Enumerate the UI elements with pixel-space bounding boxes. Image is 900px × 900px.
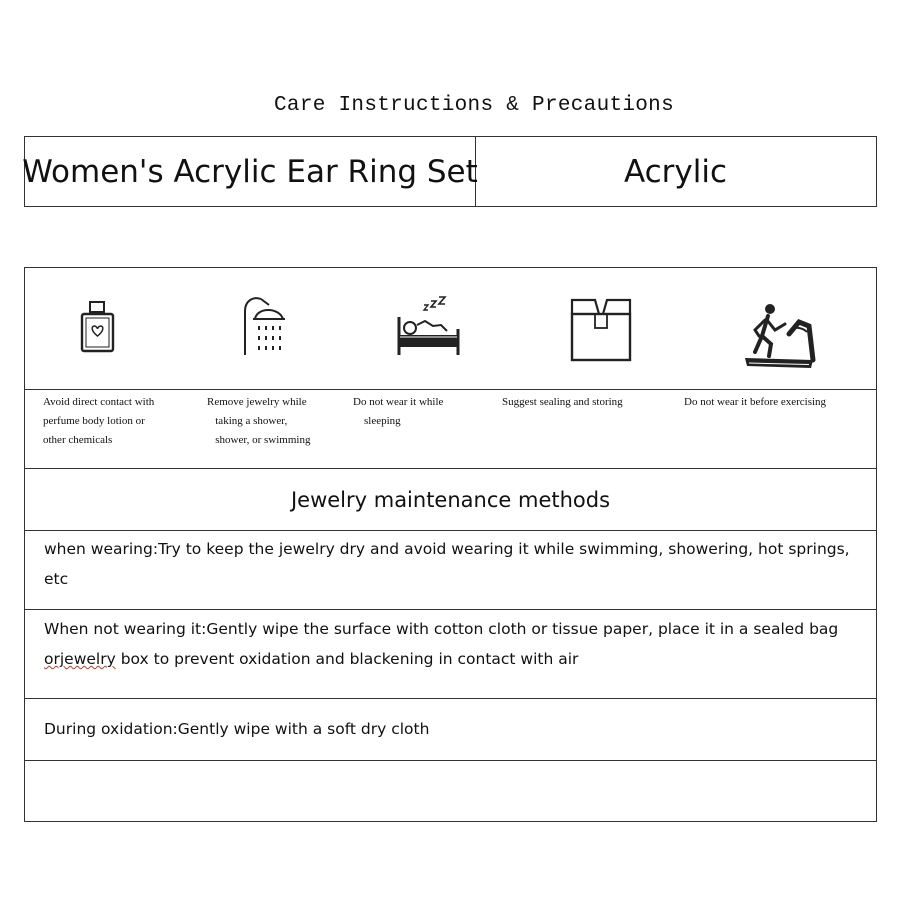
caption-no-sleeping: Do not wear it while sleeping (353, 396, 444, 427)
page-title: Care Instructions & Precautions (274, 94, 674, 117)
maintenance-title: Jewelry maintenance methods (290, 488, 611, 512)
perfume-bottle-icon (79, 298, 119, 354)
divider (25, 760, 876, 761)
divider (25, 389, 876, 390)
caption-remove-when-showering: Remove jewelry while taking a shower, shower, or swimming (207, 396, 311, 446)
sleeping-icon (397, 295, 461, 357)
divider (25, 530, 876, 531)
product-material: Acrylic (623, 153, 728, 190)
maintenance-not-wearing-end: box to prevent oxidation and blackening in contact with air (115, 650, 579, 668)
divider (25, 609, 876, 610)
maintenance-not-wearing (44, 614, 862, 674)
caption-no-exercising: Do not wear it before exercising (684, 396, 827, 408)
product-name: Women's Acrylic Ear Ring Set (25, 137, 476, 206)
caption-avoid-chemicals: Avoid direct contact with perfume body lotion or other chemicals (43, 396, 155, 446)
shower-icon (239, 293, 293, 357)
product-table (24, 136, 877, 207)
maintenance-oxidation: During oxidation:Gently wipe with a soft dry cloth (44, 720, 430, 738)
maintenance-wearing: when wearing:Try to keep the jewelry dry and avoid wearing it while swimming, showering, hot springs, etc (44, 540, 850, 588)
maintenance-not-wearing-start: When not wearing it:Gently wipe the surface with cotton cloth or tissue paper, place it in a sealed bag (44, 620, 839, 638)
care-table (24, 267, 877, 822)
treadmill-icon (741, 300, 819, 372)
caption-sealed-storage: Suggest sealing and storing (502, 396, 623, 408)
divider (25, 468, 876, 469)
storage-box-icon (569, 296, 633, 362)
divider (25, 698, 876, 699)
spellcheck-flagged-word: orjewelry (44, 650, 116, 668)
